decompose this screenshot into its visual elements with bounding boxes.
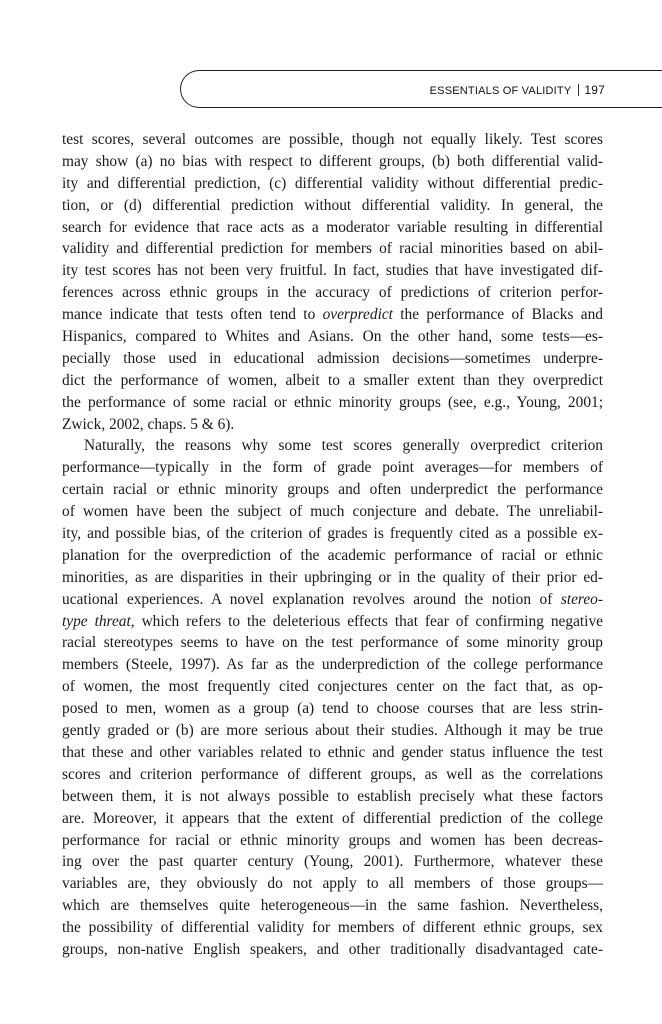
text-line: may show (a) no bias with respect to different groups, (b) both differential valid- <box>62 152 603 170</box>
text-line: variables are, they obviously do not apply to all members of those groups— <box>62 875 603 893</box>
text-line: validity and differential prediction for members of racial minorities based on abil- <box>62 240 603 258</box>
text-line <box>62 304 603 326</box>
text-line: Hispanics, compared to Whites and Asians. On the other hand, some tests—es- <box>62 328 603 346</box>
text-segment: mance indicate that tests often tend to <box>62 306 323 324</box>
running-head-title: ESSENTIALS OF VALIDITY <box>429 85 572 97</box>
text-line: test scores, several outcomes are possible, though not equally likely. Test scores <box>62 131 603 148</box>
text-segment: which refers to the deleterious effects that fear of confirming negative <box>134 612 603 630</box>
text-line: are. Moreover, it appears that the extent of differential prediction of the college <box>62 809 603 827</box>
text-line: groups, non-native English speakers, and other traditionally disadvantaged cate- <box>62 940 603 958</box>
text-line: performance—typically in the form of grade point averages—for members of <box>62 459 603 477</box>
text-line: ing over the past quarter century (Young, 2001). Furthermore, whatever these <box>62 853 603 871</box>
body-text <box>62 129 603 961</box>
text-line: ity and differential prediction, (c) differential validity without differential predic- <box>62 174 603 192</box>
paragraph-start-line: Naturally, the reasons why some test scores generally overpredict criterion <box>84 437 603 455</box>
text-line: the performance of some racial or ethnic minority groups (see, e.g., Young, 2001; <box>62 393 603 411</box>
emphasis-stereotype-threat: type threat, <box>62 612 135 630</box>
text-segment: the performance of Blacks and <box>392 306 603 324</box>
text-line: minorities, as are disparities in their upbringing or in the quality of their prior ed- <box>62 568 603 586</box>
text-line: performance for racial or ethnic minority groups and women has been decreas- <box>62 831 603 849</box>
text-line: certain racial or ethnic minority groups and often underpredict the performance <box>62 481 603 499</box>
text-segment: ucational experiences. A novel explanation revolves around the notion of <box>62 590 561 608</box>
running-head <box>430 83 605 97</box>
text-line: ity, and possible bias, of the criterion of grades is frequently cited as a possible ex- <box>62 525 603 543</box>
running-head-divider <box>578 84 579 96</box>
text-line: racial stereotypes seems to have on the test performance of some minority group <box>62 634 603 652</box>
text-line <box>62 589 603 611</box>
text-line: of women, the most frequently cited conjectures center on the fact that, as op- <box>62 678 603 696</box>
text-line: that these and other variables related to ethnic and gender status influence the test <box>62 743 603 761</box>
emphasis-overpredict: overpredict <box>322 306 393 324</box>
paragraph-end-line: Zwick, 2002, chaps. 5 & 6). <box>62 415 235 433</box>
text-line: the possibility of differential validity for members of different ethnic groups, sex <box>62 919 603 937</box>
text-line: search for evidence that race acts as a moderator variable resulting in differential <box>62 218 603 236</box>
text-line <box>62 611 603 633</box>
text-line: ity test scores has not been very fruitful. In fact, studies that have investigated dif- <box>62 262 603 280</box>
text-line: planation for the overprediction of the academic performance of racial or ethnic <box>62 546 603 564</box>
text-line: between them, it is not always possible to establish precisely what these factors <box>62 787 603 805</box>
text-line: posed to men, women as a group (a) tend to choose courses that are less strin- <box>62 700 603 718</box>
page-number: 197 <box>584 83 605 97</box>
text-line: which are themselves quite heterogeneous—in the same fashion. Nevertheless, <box>62 897 603 915</box>
emphasis-stereotype-threat: stereo- <box>560 590 603 608</box>
text-line: tion, or (d) differential prediction without differential validity. In general, the <box>62 196 603 214</box>
text-line: scores and criterion performance of different groups, as well as the correlations <box>62 765 603 783</box>
text-line: of women have been the subject of much conjecture and debate. The unreliabil- <box>62 503 603 521</box>
text-line: ferences across ethnic groups in the accuracy of predictions of criterion perfor- <box>62 284 603 302</box>
text-line: pecially those used in educational admission decisions—sometimes underpre- <box>62 349 603 367</box>
text-line: dict the performance of women, albeit to a smaller extent than they overpredict <box>62 371 603 389</box>
text-line: members (Steele, 1997). As far as the underprediction of the college performance <box>62 656 603 674</box>
text-line: gently graded or (b) are more serious about their studies. Although it may be true <box>62 722 603 740</box>
